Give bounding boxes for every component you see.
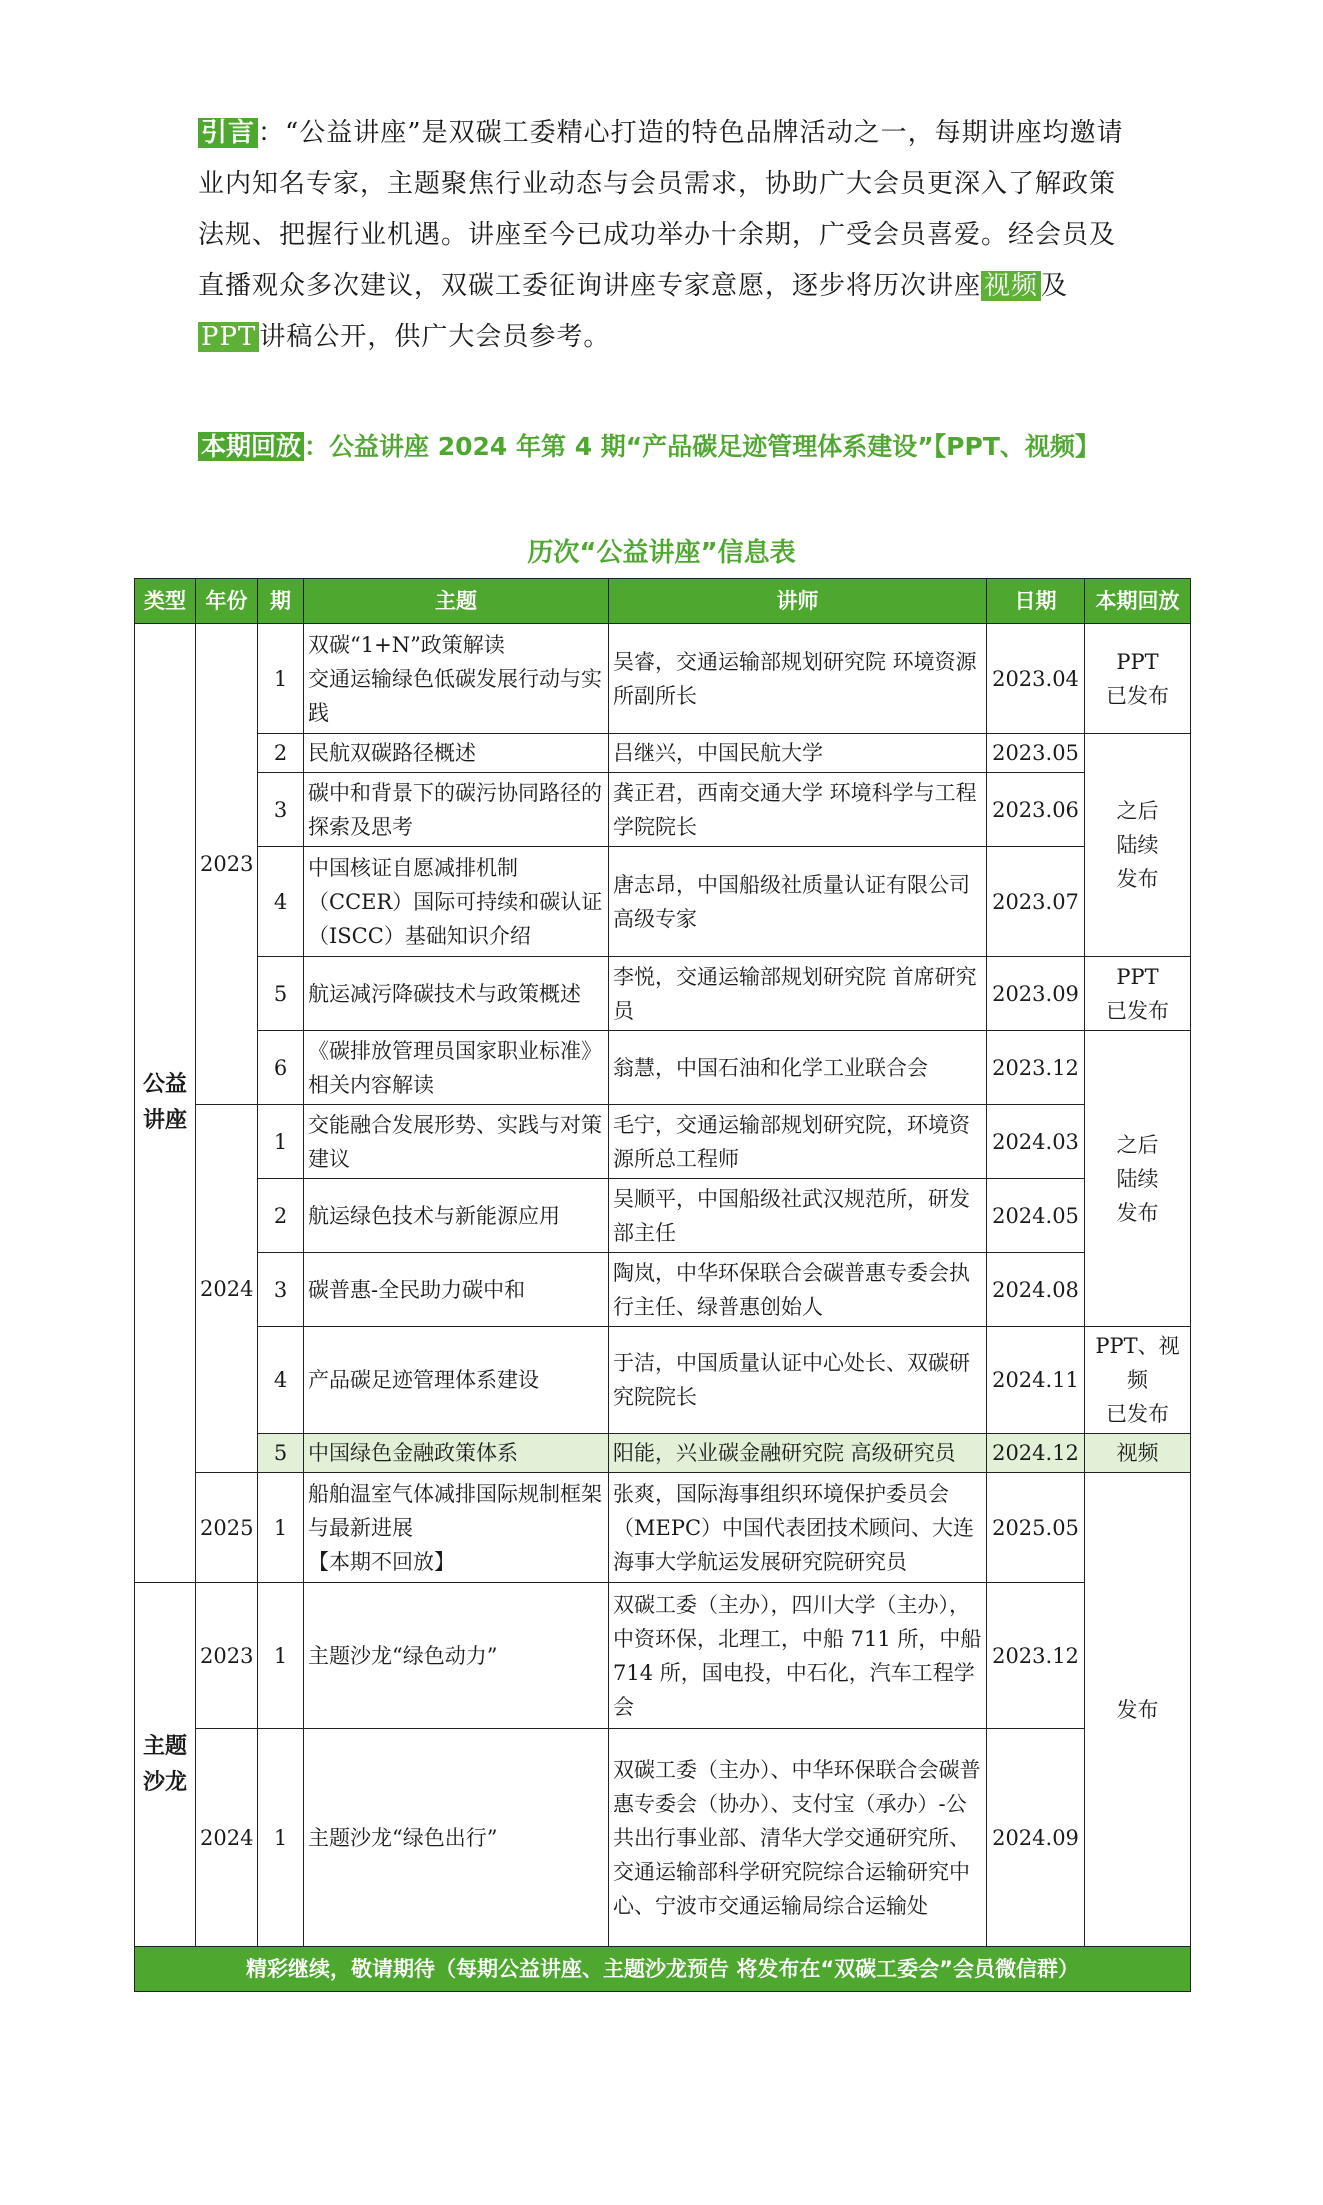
speaker-cell: 双碳工委（主办）、中华环保联合会碳普惠专委会（协办）、支付宝（承办）-公共出行事业部、清华大学交通研究所、交通运输部科学研究院综合运输研究中心、宁波市交通运输局综合运输处 — [609, 1729, 987, 1947]
year-cell: 2025 — [196, 1473, 258, 1583]
period-cell: 6 — [258, 1031, 304, 1105]
topic-cell: 交能融合发展形势、实践与对策建议 — [304, 1105, 609, 1179]
speaker-cell: 双碳工委（主办），四川大学（主办），中资环保，北理工，中船 711 所，中船 714 所，国电投，中石化，汽车工程学会 — [609, 1583, 987, 1729]
header-period: 期 — [258, 579, 304, 624]
type-cell-lecture — [135, 624, 196, 1583]
period-cell: 1 — [258, 1583, 304, 1729]
replay-status-cell[interactable]: PPT、视频 已发布 — [1085, 1327, 1191, 1434]
period-cell: 1 — [258, 624, 304, 734]
speaker-cell: 吕继兴，中国民航大学 — [609, 734, 987, 773]
speaker-cell: 陶岚，中华环保联合会碳普惠专委会执行主任、绿普惠创始人 — [609, 1253, 987, 1327]
topic-cell: 《碳排放管理员国家职业标准》相关内容解读 — [304, 1031, 609, 1105]
replay-status-cell: 发布 — [1085, 1473, 1191, 1947]
intro-paragraph — [198, 108, 1128, 363]
speaker-cell: 龚正君，西南交通大学 环境科学与工程学院院长 — [609, 773, 987, 847]
table-row — [135, 734, 1191, 773]
date-cell: 2024.09 — [987, 1729, 1085, 1947]
period-cell: 4 — [258, 1327, 304, 1434]
table-row — [135, 1583, 1191, 1729]
topic-cell: 中国核证自愿减排机制（CCER）国际可持续和碳认证（ISCC）基础知识介绍 — [304, 847, 609, 957]
table-row — [135, 1105, 1191, 1179]
period-cell: 3 — [258, 773, 304, 847]
footer-note: 精彩继续，敬请期待（每期公益讲座、主题沙龙预告 将发布在“双碳工委会”会员微信群） — [135, 1947, 1191, 1992]
table-row — [135, 1031, 1191, 1105]
topic-cell: 主题沙龙“绿色动力” — [304, 1583, 609, 1729]
ppt-link[interactable]: PPT — [198, 322, 259, 352]
date-cell: 2024.11 — [987, 1327, 1085, 1434]
topic-cell: 碳中和背景下的碳污协同路径的探索及思考 — [304, 773, 609, 847]
table-footer-row — [135, 1947, 1191, 1992]
speaker-cell: 吴睿，交通运输部规划研究院 环境资源所副所长 — [609, 624, 987, 734]
date-cell: 2024.12 — [987, 1434, 1085, 1473]
topic-cell: 中国绿色金融政策体系 — [304, 1434, 609, 1473]
period-cell: 2 — [258, 734, 304, 773]
header-replay: 本期回放 — [1085, 579, 1191, 624]
speaker-cell: 唐志昂，中国船级社质量认证有限公司 高级专家 — [609, 847, 987, 957]
lecture-info-table — [134, 578, 1191, 1992]
date-cell: 2023.07 — [987, 847, 1085, 957]
replay-status-cell[interactable]: PPT 已发布 — [1085, 624, 1191, 734]
year-cell: 2023 — [196, 624, 258, 1105]
table-row — [135, 1179, 1191, 1253]
table-row — [135, 1327, 1191, 1434]
date-cell: 2023.04 — [987, 624, 1085, 734]
date-cell: 2023.12 — [987, 1031, 1085, 1105]
replay-status-cell[interactable]: 视频 — [1085, 1434, 1191, 1473]
date-cell: 2023.12 — [987, 1583, 1085, 1729]
replay-text[interactable]: ：公益讲座 2024 年第 4 期“产品碳足迹管理体系建设”【PPT、视频】 — [304, 432, 1100, 461]
type-cell-salon — [135, 1583, 196, 1947]
intro-text-b: 及 — [1041, 271, 1069, 301]
table-row — [135, 957, 1191, 1031]
date-cell: 2024.05 — [987, 1179, 1085, 1253]
replay-line — [198, 427, 1198, 467]
speaker-cell: 于洁，中国质量认证中心处长、双碳研究院院长 — [609, 1327, 987, 1434]
header-date: 日期 — [987, 579, 1085, 624]
topic-cell: 产品碳足迹管理体系建设 — [304, 1327, 609, 1434]
header-speaker: 讲师 — [609, 579, 987, 624]
period-cell: 1 — [258, 1105, 304, 1179]
type-label: 公益讲座 — [142, 1072, 187, 1133]
video-link[interactable]: 视频 — [981, 271, 1041, 301]
year-cell: 2024 — [196, 1105, 258, 1473]
date-cell: 2024.03 — [987, 1105, 1085, 1179]
year-cell: 2024 — [196, 1729, 258, 1947]
table-row — [135, 624, 1191, 734]
period-cell: 5 — [258, 957, 304, 1031]
intro-text-c: 讲稿公开，供广大会员参考。 — [259, 322, 611, 352]
period-cell: 2 — [258, 1179, 304, 1253]
date-cell: 2024.08 — [987, 1253, 1085, 1327]
speaker-cell: 毛宁，交通运输部规划研究院，环境资源所总工程师 — [609, 1105, 987, 1179]
date-cell: 2023.06 — [987, 773, 1085, 847]
year-cell: 2023 — [196, 1583, 258, 1729]
table-row — [135, 1729, 1191, 1947]
replay-status-cell: 之后 陆续 发布 — [1085, 734, 1191, 957]
table-row — [135, 1253, 1191, 1327]
topic-cell: 航运减污降碳技术与政策概述 — [304, 957, 609, 1031]
period-cell: 5 — [258, 1434, 304, 1473]
date-cell: 2025.05 — [987, 1473, 1085, 1583]
speaker-cell: 吴顺平，中国船级社武汉规范所，研发部主任 — [609, 1179, 987, 1253]
topic-cell: 民航双碳路径概述 — [304, 734, 609, 773]
period-cell: 1 — [258, 1729, 304, 1947]
speaker-cell: 李悦，交通运输部规划研究院 首席研究员 — [609, 957, 987, 1031]
replay-status-cell[interactable]: PPT 已发布 — [1085, 957, 1191, 1031]
table-header-row — [135, 579, 1191, 624]
date-cell: 2023.09 — [987, 957, 1085, 1031]
table-row — [135, 847, 1191, 957]
type-label: 主题沙龙 — [142, 1733, 187, 1795]
topic-cell: 船舶温室气体减排国际规制框架与最新进展 【本期不回放】 — [304, 1473, 609, 1583]
table-row-current — [135, 1434, 1191, 1473]
header-topic: 主题 — [304, 579, 609, 624]
table-row — [135, 773, 1191, 847]
table-row — [135, 1473, 1191, 1583]
header-type: 类型 — [135, 579, 196, 624]
intro-tag: 引言 — [198, 118, 258, 148]
intro-text-a: ：“公益讲座”是双碳工委精心打造的特色品牌活动之一，每期讲座均邀请业内知名专家，主题聚焦行业动态与会员需求，协助广大会员更深入了解政策法规、把握行业机遇。讲座至今已成功举办十余期，广受会员喜爱。经会员及直播观众多次建议，双碳工委征询讲座专家意愿，逐步将历次讲座 — [198, 118, 1124, 301]
speaker-cell: 翁慧，中国石油和化学工业联合会 — [609, 1031, 987, 1105]
period-cell: 1 — [258, 1473, 304, 1583]
topic-cell: 碳普惠-全民助力碳中和 — [304, 1253, 609, 1327]
header-year: 年份 — [196, 579, 258, 624]
period-cell: 3 — [258, 1253, 304, 1327]
topic-cell: 双碳“1+N”政策解读 交通运输绿色低碳发展行动与实践 — [304, 624, 609, 734]
topic-cell: 航运绿色技术与新能源应用 — [304, 1179, 609, 1253]
replay-tag: 本期回放 — [198, 432, 304, 461]
table-title: 历次“公益讲座”信息表 — [527, 538, 796, 568]
speaker-cell: 张爽，国际海事组织环境保护委员会（MEPC）中国代表团技术顾问、大连海事大学航运发展研究院研究员 — [609, 1473, 987, 1583]
replay-status-cell: 之后 陆续 发布 — [1085, 1031, 1191, 1327]
period-cell: 4 — [258, 847, 304, 957]
speaker-cell: 阳能，兴业碳金融研究院 高级研究员 — [609, 1434, 987, 1473]
date-cell: 2023.05 — [987, 734, 1085, 773]
topic-cell: 主题沙龙“绿色出行” — [304, 1729, 609, 1947]
